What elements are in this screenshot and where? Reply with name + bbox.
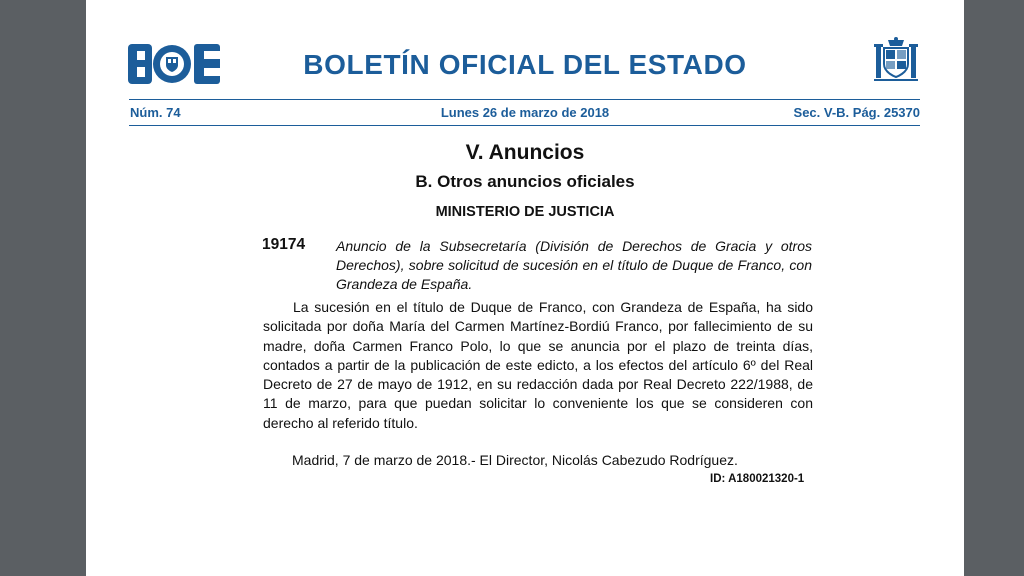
announcement-number: 19174 [262, 236, 306, 253]
page-title: BOLETÍN OFICIAL DEL ESTADO [303, 49, 747, 80]
header-top-divider [129, 99, 920, 100]
document-page [86, 0, 964, 576]
coat-of-arms-icon [874, 36, 918, 84]
subsection-heading: B. Otros anuncios oficiales [415, 172, 635, 191]
signature-line: Madrid, 7 de marzo de 2018.- El Director, Nicolás Cabezudo Rodríguez. [292, 452, 738, 468]
section-page: Sec. V-B. Pág. 25370 [793, 105, 920, 120]
issue-date: Lunes 26 de marzo de 2018 [440, 105, 610, 120]
announcement-summary: Anuncio de la Subsecretaría (División de Derechos de Gracia y otros Derechos), sobre solicitud de sucesión en el título de Duque de Franco, con Grandeza de España. [336, 238, 812, 292]
header-bottom-divider [129, 125, 920, 126]
section-heading: V. Anuncios [465, 141, 585, 164]
document-id: ID: A180021320-1 [710, 473, 805, 485]
announcement-body: La sucesión en el título de Duque de Franco, con Grandeza de España, ha sido solicitada por doña María del Carmen Martínez-Bordiú Franco, por fallecimiento de su madre, doña Carmen Franco Polo, lo que se anuncia por el plazo de treinta días, contados a partir de la publicación de este edicto, a los efectos del artículo 6º del Real Decreto de 27 de mayo de 1912, en su redacción dada por Real Decreto 222/1988, de 11 de marzo, para que puedan solicitar lo conveniente los que se consideren con derecho al referido título. [263, 299, 813, 431]
ministry-heading: MINISTERIO DE JUSTICIA [435, 204, 615, 220]
issue-number: Núm. 74 [130, 105, 181, 120]
